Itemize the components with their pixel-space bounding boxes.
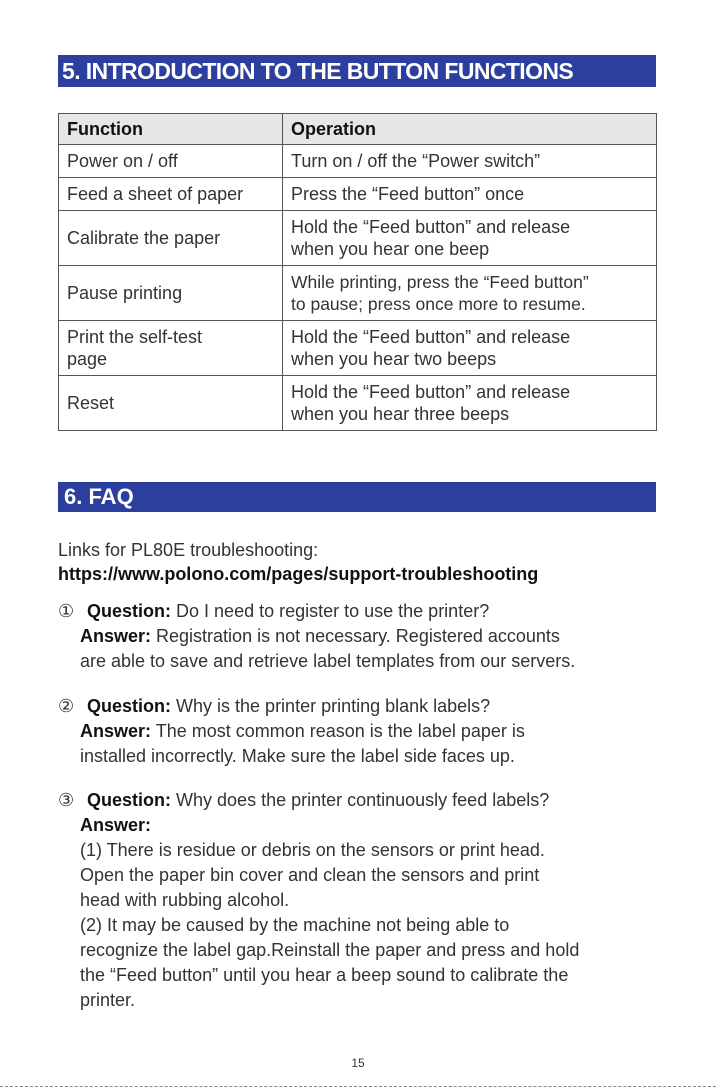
item-number: ② <box>58 696 75 716</box>
faq-item <box>58 599 668 674</box>
answer-line: the “Feed button” until you hear a beep sound to calibrate the <box>80 965 569 985</box>
table-row <box>59 321 657 376</box>
answer-label: Answer: <box>80 721 152 741</box>
answer-line <box>58 813 668 838</box>
item-number: ① <box>58 601 75 621</box>
answer-text: The most common reason is the label paper is <box>155 721 525 741</box>
troubleshooting-link[interactable]: https://www.polono.com/pages/support-troubleshooting <box>58 564 539 584</box>
answer-label: Answer: <box>80 626 152 646</box>
faq-item <box>58 694 668 769</box>
table-row <box>59 145 657 178</box>
answer-line: head with rubbing alcohol. <box>80 890 290 910</box>
answer-line: (2) It may be caused by the machine not being able to <box>80 915 510 935</box>
table-row <box>59 178 657 211</box>
column-header-function: Function <box>59 114 283 145</box>
answer-line <box>58 719 668 744</box>
operation-line: when you hear one beep <box>291 239 490 259</box>
operation-line: Hold the “Feed button” and release <box>291 382 571 402</box>
operation-cell <box>283 376 657 431</box>
faq-item <box>58 788 668 1013</box>
answer-text: Registration is not necessary. Registered accounts <box>156 626 560 646</box>
operation-cell <box>283 321 657 376</box>
question-text: Why does the printer continuously feed labels? <box>176 790 550 810</box>
item-number: ③ <box>58 790 75 810</box>
answer-line: printer. <box>80 990 136 1010</box>
question-label: Question: <box>87 696 172 716</box>
answer-line <box>58 624 668 649</box>
question-label: Question: <box>87 790 172 810</box>
column-header-operation: Operation <box>283 114 657 145</box>
question-line <box>58 694 668 719</box>
operation-line: Hold the “Feed button” and release <box>291 327 571 347</box>
answer-line: Open the paper bin cover and clean the sensors and print <box>80 865 540 885</box>
operation-line: While printing, press the “Feed button” <box>291 272 589 292</box>
question-line <box>58 788 668 813</box>
answer-line: (1) There is residue or debris on the sensors or print head. <box>80 840 545 860</box>
operation-cell <box>283 211 657 266</box>
question-line <box>58 599 668 624</box>
table-header-row <box>59 114 657 145</box>
answer-label: Answer: <box>80 815 152 835</box>
button-functions-table <box>58 113 657 431</box>
function-line: Print the self-test <box>67 327 203 347</box>
operation-cell: Turn on / off the “Power switch” <box>283 145 657 178</box>
function-cell: Feed a sheet of paper <box>59 178 283 211</box>
function-cell <box>59 321 283 376</box>
answer-line: recognize the label gap.Reinstall the paper and press and hold <box>80 940 580 960</box>
function-cell: Reset <box>59 376 283 431</box>
section-6-title: 6. FAQ <box>58 482 656 512</box>
question-text: Do I need to register to use the printer? <box>176 601 490 621</box>
faq-intro-text: Links for PL80E troubleshooting: <box>58 540 319 560</box>
function-cell: Power on / off <box>59 145 283 178</box>
table-row <box>59 266 657 321</box>
operation-cell <box>283 266 657 321</box>
function-cell: Pause printing <box>59 266 283 321</box>
operation-line: Hold the “Feed button” and release <box>291 217 571 237</box>
table-row <box>59 211 657 266</box>
faq-intro <box>58 538 668 586</box>
function-cell: Calibrate the paper <box>59 211 283 266</box>
operation-cell: Press the “Feed button” once <box>283 178 657 211</box>
question-text: Why is the printer printing blank labels? <box>176 696 491 716</box>
answer-line: installed incorrectly. Make sure the label side faces up. <box>80 746 515 766</box>
answer-line: are able to save and retrieve label templates from our servers. <box>80 651 576 671</box>
question-label: Question: <box>87 601 172 621</box>
section-5-title: 5. INTRODUCTION TO THE BUTTON FUNCTIONS <box>58 55 656 87</box>
operation-line: when you hear three beeps <box>291 404 510 424</box>
table-row <box>59 376 657 431</box>
function-line: page <box>67 349 108 369</box>
operation-line: to pause; press once more to resume. <box>291 294 586 314</box>
page-number: 15 <box>351 1056 365 1070</box>
page-bottom-rule <box>0 1086 716 1087</box>
operation-line: when you hear two beeps <box>291 349 497 369</box>
